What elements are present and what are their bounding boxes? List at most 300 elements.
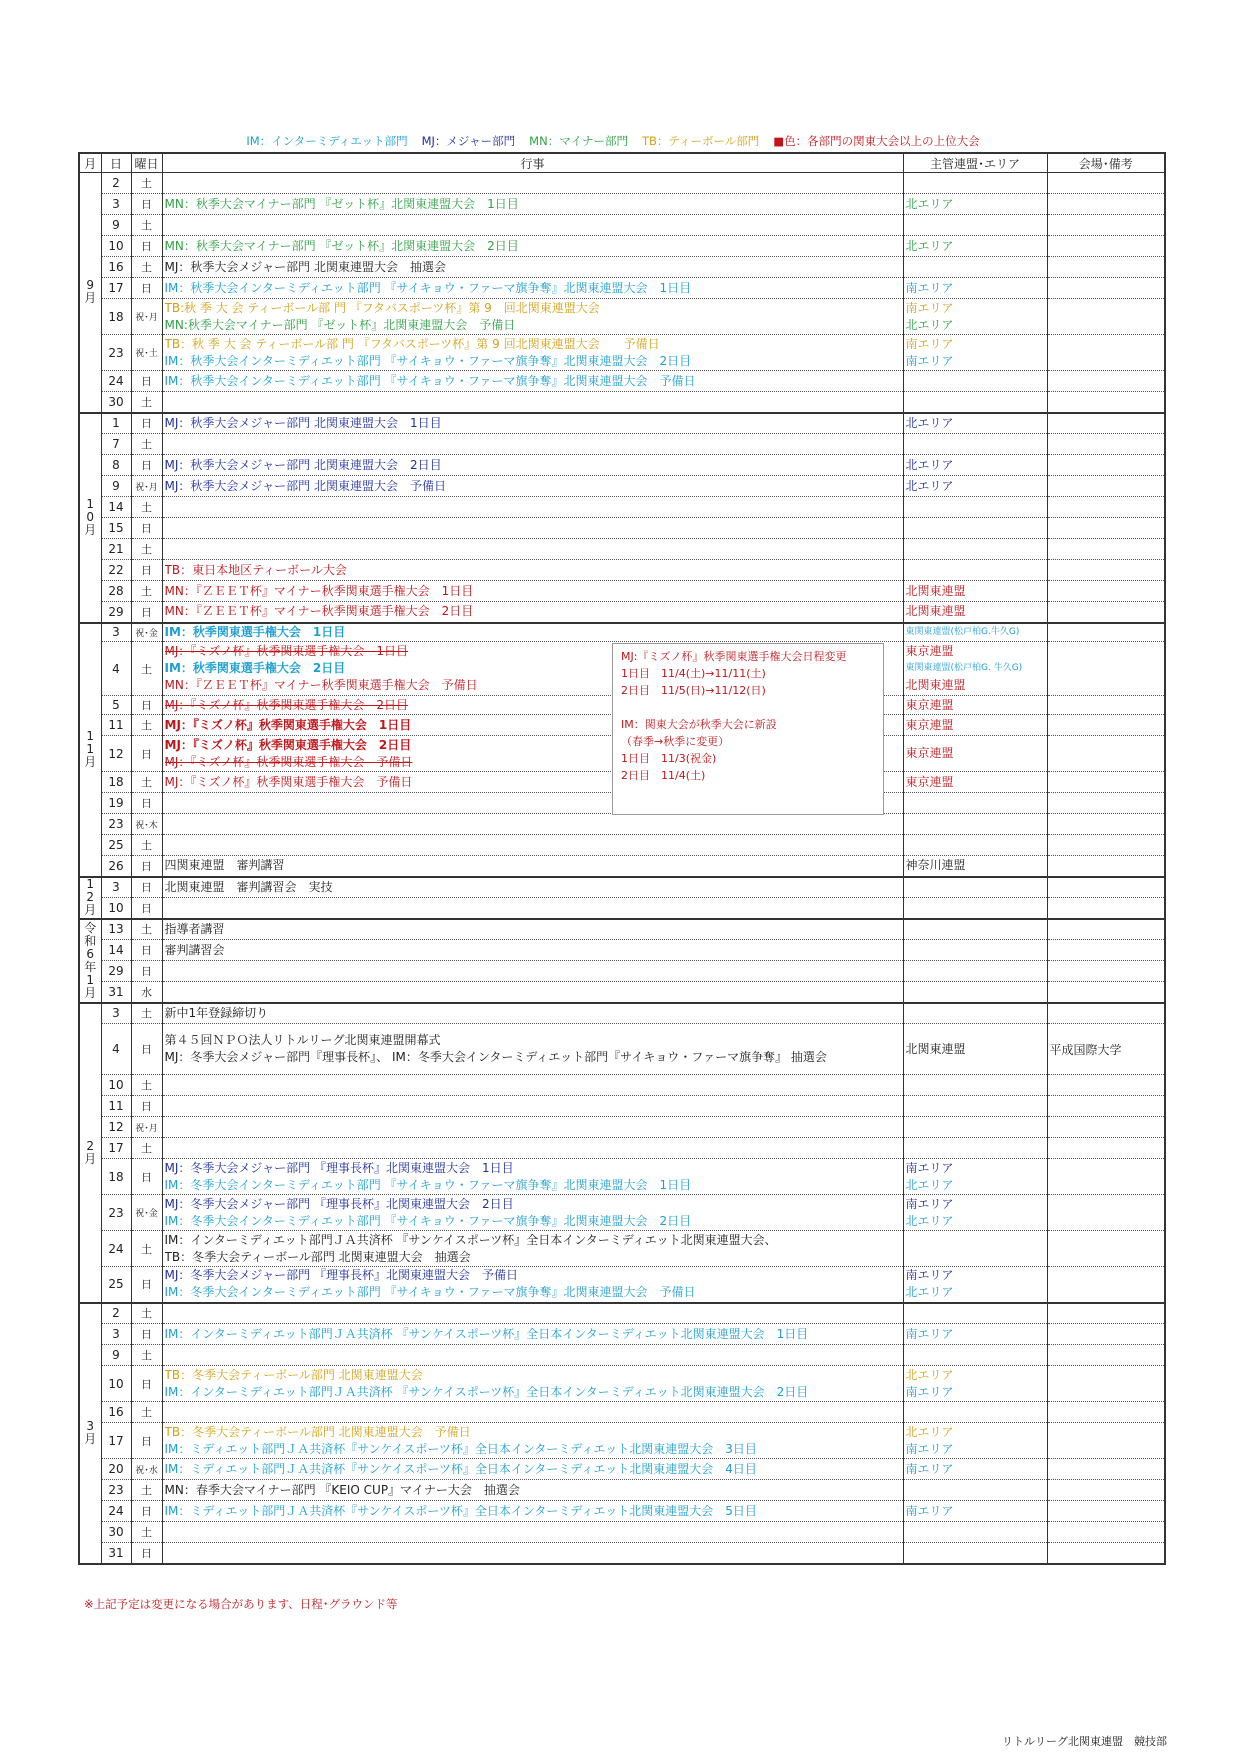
table-row — [79, 194, 1165, 215]
event-line: TB：秋 季 大 会 ティーボール部 門 『フタバスポーツ杯』第 9 回北関東連盟大会 予備日 — [164, 336, 660, 351]
region-cell — [903, 1324, 1047, 1345]
day-cell: 17 — [101, 1423, 131, 1459]
region-line: 神奈川連盟 — [905, 858, 966, 873]
day-cell: 14 — [101, 497, 131, 518]
note-line — [621, 699, 875, 716]
venue-cell — [1047, 1096, 1165, 1117]
table-row — [79, 961, 1165, 982]
event-line: MJ：冬季大会メジャー部門『理事長杯』、 IM：冬季大会インターミディエット部門『サイキョウ・ファーマ旗争奪』 抽選会 — [164, 1050, 827, 1064]
venue-cell — [1047, 560, 1165, 581]
day-cell: 10 — [101, 1366, 131, 1402]
region-cell — [903, 236, 1047, 257]
weekday-cell: 日 — [131, 278, 162, 299]
region-line: 南エリア — [905, 1461, 954, 1476]
region-line: 南エリア — [905, 1503, 954, 1518]
day-cell: 5 — [101, 696, 131, 715]
weekday-cell: 日 — [131, 696, 162, 715]
event-line: IM：秋季大会インターミディエット部門 『サイキョウ・ファーマ旗争奪』北関東連盟大会 1日目 — [164, 280, 692, 295]
weekday-cell: 土 — [131, 1138, 162, 1159]
note-line: （春季→秋季に変更） — [621, 735, 730, 748]
day-cell: 12 — [101, 1117, 131, 1138]
region-cell — [903, 1024, 1047, 1075]
region-cell — [903, 434, 1047, 455]
day-cell: 9 — [101, 215, 131, 236]
day-cell: 30 — [101, 1522, 131, 1543]
day-cell: 30 — [101, 392, 131, 413]
weekday-cell: 日 — [131, 1096, 162, 1117]
month-cell — [79, 173, 101, 413]
event-cell — [162, 982, 903, 1003]
day-cell: 1 — [101, 413, 131, 434]
region-cell — [903, 1267, 1047, 1303]
event-cell — [162, 919, 903, 940]
event-cell — [162, 497, 903, 518]
month-label: 1 2 月 — [84, 877, 97, 917]
region-line: 南エリア — [905, 1160, 954, 1175]
legend-item: TB：ティーボール部門 — [641, 134, 760, 148]
table-row — [79, 1501, 1165, 1522]
weekday-cell: 土 — [131, 919, 162, 940]
weekday-cell: 祝･木 — [131, 814, 162, 835]
event-line: IM：冬季大会インターミディエット部門 『サイキョウ・ファーマ旗争奪』北関東連盟大会 1日目 — [164, 1177, 692, 1192]
venue-cell — [1047, 278, 1165, 299]
table-row — [79, 455, 1165, 476]
day-cell: 14 — [101, 940, 131, 961]
weekday-cell: 日 — [131, 518, 162, 539]
venue-cell — [1047, 940, 1165, 961]
region-cell — [903, 1459, 1047, 1480]
venue-cell — [1047, 392, 1165, 413]
legend-item: MJ：メジャー部門 — [421, 134, 516, 148]
table-row — [79, 1459, 1165, 1480]
region-cell — [903, 257, 1047, 278]
venue-cell — [1047, 1159, 1165, 1195]
header-venue: 会場･備考 — [1047, 153, 1165, 173]
venue-cell — [1047, 1345, 1165, 1366]
table-row — [79, 1267, 1165, 1303]
venue-cell — [1047, 1366, 1165, 1402]
day-cell: 16 — [101, 257, 131, 278]
region-line: 北エリア — [905, 238, 954, 253]
weekday-cell: 日 — [131, 793, 162, 814]
region-line: 北関東連盟 — [905, 583, 966, 598]
legend-item: ■色：各部門の関東大会以上の上位大会 — [773, 134, 980, 148]
region-cell — [903, 1003, 1047, 1024]
event-line: IM：インターミディエット部門ＪＡ共済杯 『サンケイスポーツ杯』全日本インターミディエット北関東連盟大会、 — [164, 1232, 777, 1247]
month-cell — [79, 877, 101, 919]
region-cell — [903, 1138, 1047, 1159]
venue-cell — [1047, 434, 1165, 455]
weekday-cell: 日 — [131, 1324, 162, 1345]
table-row — [79, 1480, 1165, 1501]
event-cell — [162, 518, 903, 539]
event-line: TB：冬季大会ティーボール部門 北関東連盟大会 抽選会 — [164, 1249, 471, 1264]
weekday-cell: 日 — [131, 1543, 162, 1564]
day-cell: 23 — [101, 335, 131, 371]
day-cell: 10 — [101, 898, 131, 919]
region-line: 北エリア — [905, 457, 954, 472]
venue-cell — [1047, 642, 1165, 696]
event-line: MN：春季大会マイナー部門 『KEIO CUP』マイナー大会 抽選会 — [164, 1482, 520, 1497]
day-cell: 21 — [101, 539, 131, 560]
weekday-cell: 日 — [131, 194, 162, 215]
region-cell — [903, 1345, 1047, 1366]
footnote: ※上記予定は変更になる場合があります、日程･グラウンド等 — [84, 1597, 398, 1611]
weekday-cell: 土 — [131, 715, 162, 736]
weekday-cell: 祝･土 — [131, 335, 162, 371]
region-cell — [903, 835, 1047, 856]
event-cell — [162, 877, 903, 898]
month-cell — [79, 1303, 101, 1564]
month-label: 2 月 — [84, 1138, 97, 1166]
table-row — [79, 1522, 1165, 1543]
region-cell — [903, 1423, 1047, 1459]
weekday-cell: 日 — [131, 413, 162, 434]
event-line: IM：秋季大会インターミディエット部門 『サイキョウ・ファーマ旗争奪』北関東連盟大会 2日目 — [164, 353, 692, 368]
region-cell — [903, 602, 1047, 623]
region-line: 北エリア — [905, 1177, 954, 1192]
event-cell — [162, 581, 903, 602]
weekday-cell: 祝･水 — [131, 1459, 162, 1480]
weekday-cell: 土 — [131, 497, 162, 518]
event-line: MN:秋季大会マイナー部門 『ゼット杯』北関東連盟大会 予備日 — [164, 317, 516, 332]
region-line: 東関東連盟(松戸柏G.牛久G) — [905, 626, 1020, 637]
region-cell — [903, 518, 1047, 539]
header-month: 月 — [79, 153, 101, 173]
event-line: TB：冬季大会ティーボール部門 北関東連盟大会 予備日 — [164, 1424, 471, 1439]
event-cell — [162, 898, 903, 919]
table-row — [79, 602, 1165, 623]
weekday-cell: 土 — [131, 581, 162, 602]
event-cell — [162, 940, 903, 961]
venue-cell — [1047, 455, 1165, 476]
day-cell: 23 — [101, 814, 131, 835]
event-cell — [162, 1195, 903, 1231]
day-cell: 11 — [101, 715, 131, 736]
weekday-cell: 日 — [131, 898, 162, 919]
region-cell — [903, 772, 1047, 793]
region-cell — [903, 560, 1047, 581]
event-line: MN：秋季大会マイナー部門 『ゼット杯』北関東連盟大会 1日目 — [164, 196, 519, 211]
region-line: 東京連盟 — [905, 717, 954, 732]
region-line: 北関東連盟 — [905, 678, 966, 692]
event-line: MJ：『ミズノ杯』秋季関東選手権大会 予備日 — [164, 754, 413, 769]
region-line: 南エリア — [905, 336, 954, 351]
venue-cell — [1047, 715, 1165, 736]
table-row — [79, 1423, 1165, 1459]
table-row — [79, 1324, 1165, 1345]
note-line: MJ:『ミズノ杯』秋季関東選手権大会日程変更 — [621, 650, 847, 663]
venue-cell — [1047, 299, 1165, 335]
event-line: MJ：『ミズノ杯』秋季関東選手権大会 2日目 — [164, 697, 409, 712]
event-line: IM：冬季大会インターミディエット部門 『サイキョウ・ファーマ旗争奪』北関東連盟大会 予備日 — [164, 1285, 696, 1300]
table-row — [79, 581, 1165, 602]
region-line: 南エリア — [905, 1196, 954, 1211]
region-cell — [903, 1543, 1047, 1564]
venue-cell — [1047, 736, 1165, 772]
region-line: 南エリア — [905, 1384, 954, 1399]
region-line: 東京連盟 — [905, 697, 954, 712]
venue-cell — [1047, 371, 1165, 392]
venue-cell — [1047, 173, 1165, 194]
venue-cell — [1047, 1231, 1165, 1267]
table-row — [79, 877, 1165, 898]
month-cell — [79, 919, 101, 1003]
venue-cell — [1047, 518, 1165, 539]
event-cell — [162, 539, 903, 560]
weekday-cell: 日 — [131, 961, 162, 982]
event-line: IM：冬季大会インターミディエット部門 『サイキョウ・ファーマ旗争奪』北関東連盟大会 2日目 — [164, 1213, 692, 1228]
month-label: 1 1 月 — [84, 729, 97, 769]
weekday-cell: 日 — [131, 877, 162, 898]
weekday-cell: 日 — [131, 736, 162, 772]
region-line: 南エリア — [905, 1268, 954, 1283]
event-line: MN：『ＺＥＥＴ杯』マイナー秋季関東選手権大会 2日目 — [164, 604, 474, 619]
venue-cell — [1047, 1402, 1165, 1423]
region-cell — [903, 497, 1047, 518]
day-cell: 18 — [101, 772, 131, 793]
venue-cell — [1047, 1501, 1165, 1522]
event-line: IM：秋季大会インターミディエット部門 『サイキョウ・ファーマ旗争奪』北関東連盟大会 予備日 — [164, 373, 696, 388]
venue-cell — [1047, 1324, 1165, 1345]
region-line: 北関東連盟 — [905, 604, 966, 619]
weekday-cell: 土 — [131, 257, 162, 278]
header-weekday: 曜日 — [131, 153, 162, 173]
table-row — [79, 539, 1165, 560]
month-cell — [79, 413, 101, 623]
event-cell — [162, 1366, 903, 1402]
day-cell: 7 — [101, 434, 131, 455]
weekday-cell: 日 — [131, 1159, 162, 1195]
region-cell — [903, 982, 1047, 1003]
region-line: 北関東連盟 — [905, 1041, 966, 1056]
weekday-cell: 土 — [131, 434, 162, 455]
event-line: TB:秋 季 大 会 ティーボール部 門 『フタバスポーツ杯』第 9 回北関東連盟大会 — [164, 300, 600, 315]
venue-cell — [1047, 581, 1165, 602]
legend — [0, 133, 1240, 149]
legend-item: IM：インターミディエット部門 — [246, 134, 408, 148]
note-line: IM：関東大会が秋季大会に新設 — [621, 718, 777, 731]
weekday-cell: 土 — [131, 1480, 162, 1501]
weekday-cell: 土 — [131, 1231, 162, 1267]
event-cell — [162, 1003, 903, 1024]
event-line: TB：東日本地区ティーボール大会 — [164, 562, 347, 577]
table-row — [79, 278, 1165, 299]
weekday-cell: 祝･月 — [131, 476, 162, 497]
venue-cell — [1047, 1480, 1165, 1501]
day-cell: 28 — [101, 581, 131, 602]
table-row — [79, 1543, 1165, 1564]
venue-cell — [1047, 772, 1165, 793]
table-row — [79, 560, 1165, 581]
venue-cell — [1047, 1003, 1165, 1024]
event-cell — [162, 560, 903, 581]
event-line: TB：冬季大会ティーボール部門 北関東連盟大会 — [164, 1367, 423, 1382]
table-row — [79, 1159, 1165, 1195]
event-cell — [162, 1075, 903, 1096]
region-line: 北エリア — [905, 478, 954, 493]
region-cell — [903, 919, 1047, 940]
event-cell — [162, 1117, 903, 1138]
day-cell: 15 — [101, 518, 131, 539]
day-cell: 11 — [101, 1096, 131, 1117]
event-cell — [162, 1480, 903, 1501]
table-row — [79, 215, 1165, 236]
region-line: 東京連盟 — [905, 774, 954, 789]
day-cell: 25 — [101, 835, 131, 856]
event-cell — [162, 1267, 903, 1303]
table-row — [79, 1138, 1165, 1159]
event-cell — [162, 278, 903, 299]
venue-cell — [1047, 1195, 1165, 1231]
region-cell — [903, 173, 1047, 194]
region-cell — [903, 371, 1047, 392]
region-cell — [903, 898, 1047, 919]
note-line: 2日目 11/4(土) — [621, 769, 706, 782]
event-cell — [162, 335, 903, 371]
event-cell — [162, 1501, 903, 1522]
region-line: 北エリア — [905, 1424, 954, 1439]
event-line: MJ：『ミズノ杯』秋季関東選手権大会 1日目 — [164, 717, 412, 732]
weekday-cell: 土 — [131, 1522, 162, 1543]
region-cell — [903, 476, 1047, 497]
table-row — [79, 434, 1165, 455]
event-line: IM：ミディエット部門ＪＡ共済杯『サンケイスポーツ杯』全日本インターミディエット北関東連盟大会 5日目 — [164, 1503, 757, 1518]
event-line: IM：インターミディエット部門ＪＡ共済杯 『サンケイスポーツ杯』全日本インターミディエット北関東連盟大会 2日目 — [164, 1384, 809, 1399]
event-cell — [162, 173, 903, 194]
table-row — [79, 1024, 1165, 1075]
event-cell — [162, 413, 903, 434]
weekday-cell: 日 — [131, 1024, 162, 1075]
schedule-body — [79, 173, 1165, 1564]
event-cell — [162, 194, 903, 215]
venue-cell — [1047, 194, 1165, 215]
schedule-change-note — [612, 643, 884, 815]
region-cell — [903, 581, 1047, 602]
day-cell: 2 — [101, 1303, 131, 1324]
table-row — [79, 1117, 1165, 1138]
table-row — [79, 856, 1165, 877]
venue-cell — [1047, 539, 1165, 560]
event-cell — [162, 1324, 903, 1345]
region-cell — [903, 623, 1047, 642]
header-day: 日 — [101, 153, 131, 173]
table-row — [79, 335, 1165, 371]
event-cell — [162, 371, 903, 392]
table-row — [79, 623, 1165, 642]
weekday-cell: 日 — [131, 236, 162, 257]
event-line: MJ：冬季大会メジャー部門 『理事長杯』北関東連盟大会 2日目 — [164, 1196, 514, 1211]
event-cell — [162, 1096, 903, 1117]
region-cell — [903, 392, 1047, 413]
day-cell: 13 — [101, 919, 131, 940]
region-line: 北エリア — [905, 1285, 954, 1300]
region-line: 北エリア — [905, 1213, 954, 1228]
venue-cell — [1047, 793, 1165, 814]
table-row — [79, 476, 1165, 497]
event-line: MN：『ＺＥＥＴ杯』マイナー秋季関東選手権大会 1日目 — [164, 583, 474, 598]
weekday-cell: 土 — [131, 1003, 162, 1024]
day-cell: 17 — [101, 278, 131, 299]
event-line: IM：インターミディエット部門ＪＡ共済杯 『サンケイスポーツ杯』全日本インターミディエット北関東連盟大会 1日目 — [164, 1326, 809, 1341]
weekday-cell: 日 — [131, 602, 162, 623]
event-cell — [162, 602, 903, 623]
event-line: MJ：『ミズノ杯』秋季関東選手権大会 予備日 — [164, 774, 413, 789]
venue-cell — [1047, 236, 1165, 257]
region-cell — [903, 539, 1047, 560]
event-cell — [162, 1024, 903, 1075]
venue-cell — [1047, 1075, 1165, 1096]
region-cell — [903, 299, 1047, 335]
weekday-cell: 日 — [131, 1267, 162, 1303]
region-cell — [903, 856, 1047, 877]
weekday-cell: 水 — [131, 982, 162, 1003]
venue-cell — [1047, 1543, 1165, 1564]
event-cell — [162, 299, 903, 335]
schedule-table — [78, 152, 1166, 1565]
venue-cell — [1047, 413, 1165, 434]
weekday-cell: 土 — [131, 1402, 162, 1423]
event-line: MN：秋季大会マイナー部門 『ゼット杯』北関東連盟大会 2日目 — [164, 238, 519, 253]
venue-cell — [1047, 835, 1165, 856]
venue-cell — [1047, 877, 1165, 898]
day-cell: 18 — [101, 299, 131, 335]
month-cell — [79, 1003, 101, 1303]
month-label: 1 0 月 — [84, 497, 97, 537]
region-cell — [903, 1366, 1047, 1402]
venue-cell — [1047, 497, 1165, 518]
day-cell: 20 — [101, 1459, 131, 1480]
event-line: 北関東連盟 審判講習会 実技 — [164, 879, 333, 894]
venue-cell — [1047, 1423, 1165, 1459]
venue-cell — [1047, 1117, 1165, 1138]
table-row — [79, 835, 1165, 856]
weekday-cell: 土 — [131, 642, 162, 696]
event-line: IM：秋季関東選手権大会 2日目 — [164, 661, 346, 675]
region-cell — [903, 715, 1047, 736]
day-cell: 26 — [101, 856, 131, 877]
region-line: 東京連盟 — [905, 644, 954, 658]
event-line: MJ：秋季大会メジャー部門 北関東連盟大会 予備日 — [164, 478, 446, 493]
event-cell — [162, 1303, 903, 1324]
event-line: MJ：秋季大会メジャー部門 北関東連盟大会 1日目 — [164, 415, 442, 430]
month-label: 9 月 — [84, 278, 97, 306]
event-cell — [162, 1402, 903, 1423]
day-cell: 25 — [101, 1267, 131, 1303]
note-line: 1日目 11/3(祝金) — [621, 752, 717, 765]
month-label: 3 月 — [84, 1419, 97, 1446]
region-cell — [903, 1096, 1047, 1117]
event-cell — [162, 1159, 903, 1195]
organization-name: リトルリーグ北関東連盟 競技部 — [1002, 1735, 1167, 1748]
table-row — [79, 299, 1165, 335]
table-row — [79, 497, 1165, 518]
region-cell — [903, 1501, 1047, 1522]
region-line: 南エリア — [905, 353, 954, 368]
weekday-cell: 土 — [131, 1075, 162, 1096]
day-cell: 12 — [101, 736, 131, 772]
table-row — [79, 413, 1165, 434]
day-cell: 4 — [101, 1024, 131, 1075]
event-line: MJ：秋季大会メジャー部門 北関東連盟大会 抽選会 — [164, 259, 446, 274]
region-cell — [903, 215, 1047, 236]
event-cell — [162, 1543, 903, 1564]
weekday-cell: 土 — [131, 1303, 162, 1324]
weekday-cell: 土 — [131, 835, 162, 856]
region-line: 南エリア — [905, 280, 954, 295]
venue-cell — [1047, 814, 1165, 835]
day-cell: 23 — [101, 1195, 131, 1231]
